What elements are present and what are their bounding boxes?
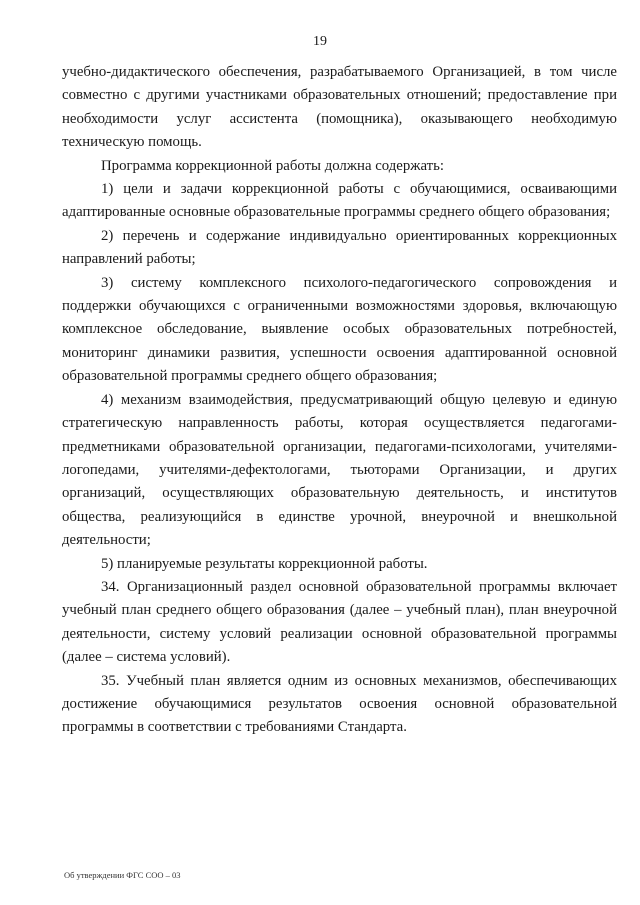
paragraph-item-2: 2) перечень и содержание индивидуально ориентированных коррекционных направлений работы; xyxy=(62,227,617,268)
paragraph-item-1: 1) цели и задачи коррекционной работы с обучающимися, осваивающими адаптированные основные образовательные программы среднего общего образования; xyxy=(62,181,617,221)
paragraph-item-4: 4) механизм взаимодействия, предусматривающий общую целевую и единую стратегическую направленность работы, которая осуществляется педагогами-предметниками образовательной организации, педагогами-психологами, учителями-логопедами, учителями-дефектологами, тьюторами Организации, и других организаций, осуществляющих образовательную деятельность, и институтов общества, реализующийся в единстве урочной, внеурочной и внешкольной деятельности; xyxy=(62,391,617,549)
document-body xyxy=(62,61,617,740)
paragraph-section-35: 35. Учебный план является одним из основных механизмов, обеспечивающих достижение обучающимися результатов освоения основной образовательной программы в соответствии с требованиями Стандарта. xyxy=(62,672,617,736)
paragraph-continuation: учебно-дидактического обеспечения, разрабатываемого Организацией, в том числе совместно с другими участниками образовательных отношений; предоставление при необходимости услуг ассистента (помощника), оказывающего необходимую техническую помощь. xyxy=(62,64,617,151)
paragraph-item-3: 3) систему комплексного психолого-педагогического сопровождения и поддержки обучающихся с ограниченными возможностями здоровья, включающую комплексное обследование, выявление особых образовательных потребностей, мониторинг динамики развития, успешности освоения адаптированной основной образовательной программы среднего общего образования; xyxy=(62,274,617,385)
page-footer: Об утверждении ФГС СОО – 03 xyxy=(64,870,181,880)
paragraph-section-34: 34. Организационный раздел основной образовательной программы включает учебный план среднего общего образования (далее – учебный план), план внеурочной деятельности, систему условий реализации основной образовательной программы (далее – система условий). xyxy=(62,578,617,666)
paragraph-item-5: 5) планируемые результаты коррекционной работы. xyxy=(101,555,428,572)
page-number: 19 xyxy=(313,34,327,49)
paragraph-program-intro: Программа коррекционной работы должна содержать: xyxy=(101,157,444,174)
